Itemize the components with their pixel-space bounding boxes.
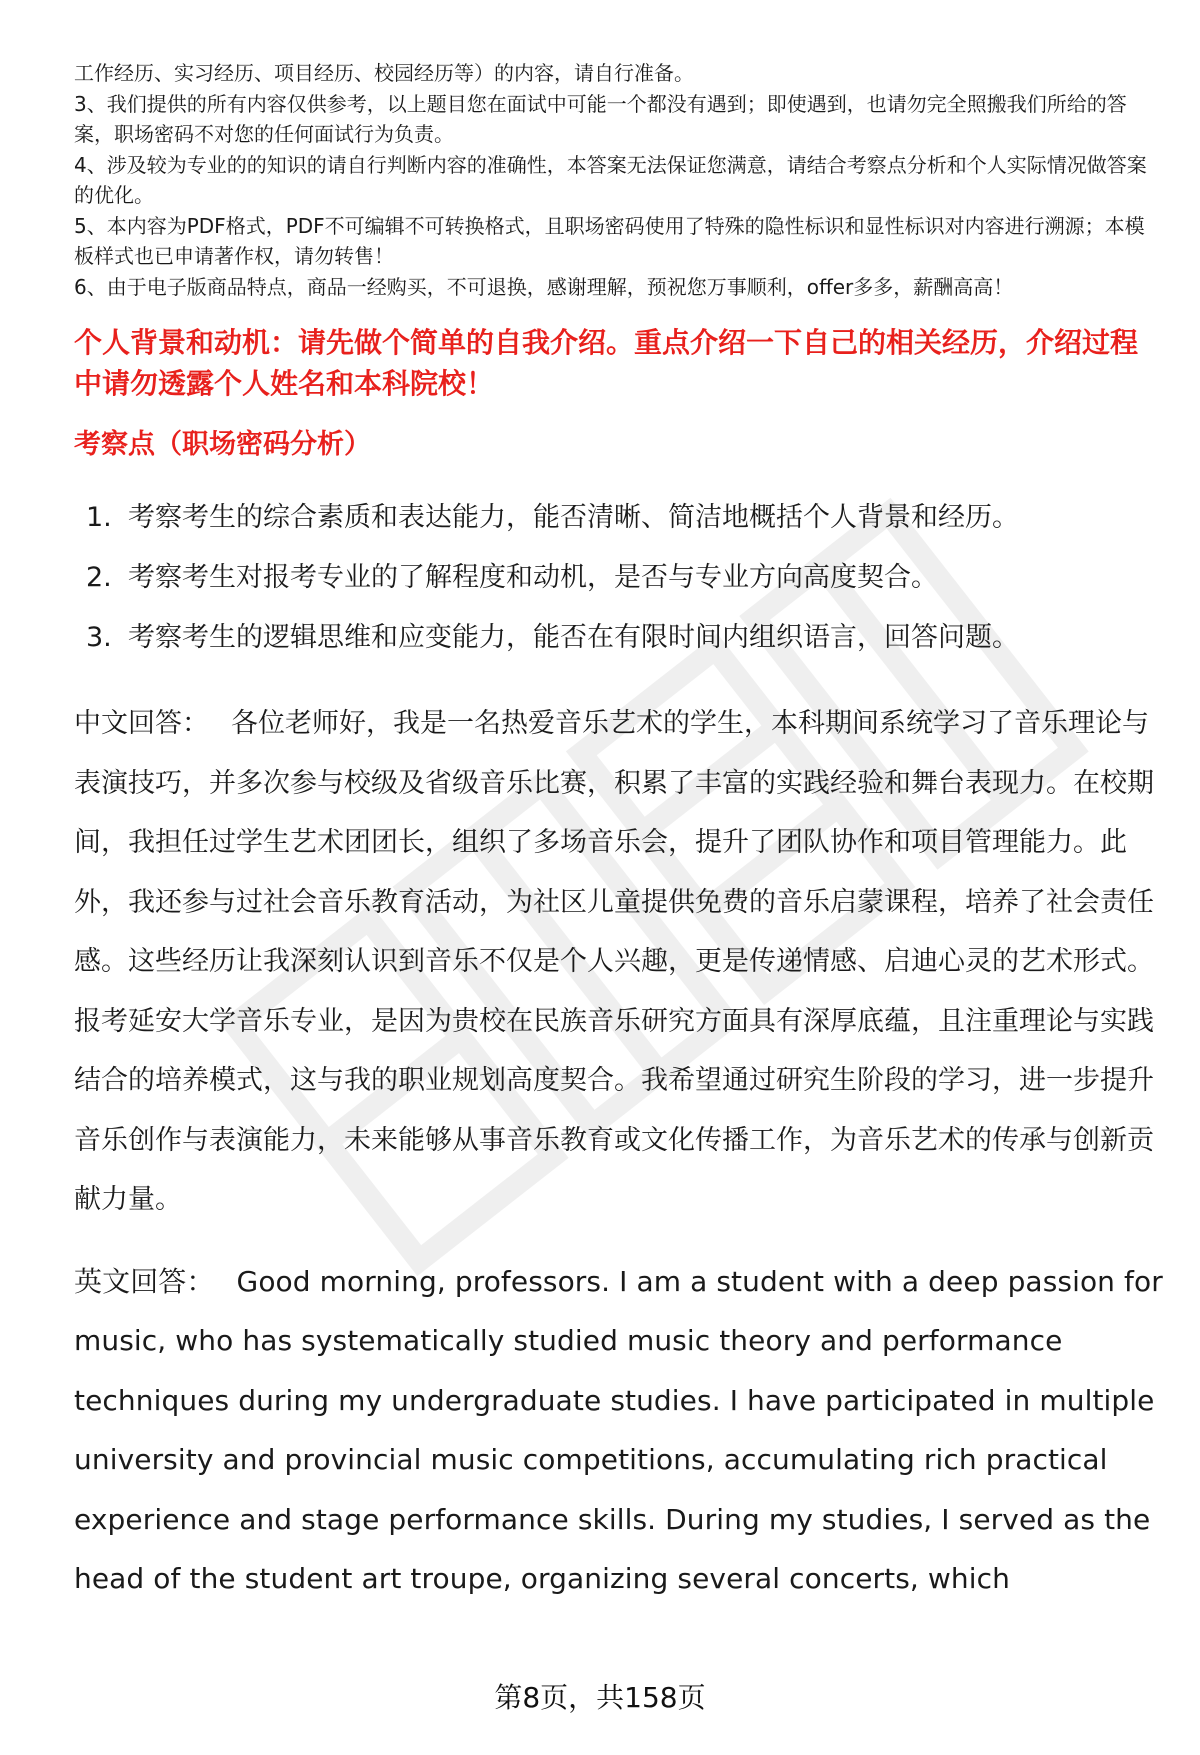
answer-label: 英文回答： xyxy=(74,1264,215,1298)
note-line: 3、我们提供的所有内容仅供参考，以上题目您在面试中可能一个都没有遇到；即使遇到，也请勿完全照搬我们所给的答案，职场密码不对您的任何面试行为负责。 xyxy=(74,91,1127,146)
page-number: 第8页，共158页 xyxy=(494,1681,706,1714)
notes-section xyxy=(74,58,1164,302)
analysis-points xyxy=(74,488,1164,668)
list-item xyxy=(74,608,1164,668)
list-item xyxy=(74,548,1164,608)
note-line: 工作经历、实习经历、项目经历、校园经历等）的内容，请自行准备。 xyxy=(74,61,694,85)
answer-text: 各位老师好，我是一名热爱音乐艺术的学生，本科期间系统学习了音乐理论与表演技巧，并多次参与校级及省级音乐比赛，积累了丰富的实践经验和舞台表现力。在校期间，我担任过学生艺术团团长，组织了多场音乐会，提升了团队协作和项目管理能力。此外，我还参与过社会音乐教育活动，为社区儿童提供免费的音乐启蒙课程，培养了社会责任感。这些经历让我深刻认识到音乐不仅是个人兴趣，更是传递情感、启迪心灵的艺术形式。报考延安大学音乐专业，是因为贵校在民族音乐研究方面具有深厚底蕴，且注重理论与实践结合的培养模式，这与我的职业规划高度契合。我希望通过研究生阶段的学习，进一步提升音乐创作与表演能力，未来能够从事音乐教育或文化传播工作，为音乐艺术的传承与创新贡献力量。 xyxy=(74,708,1154,1215)
list-number: 1. xyxy=(86,502,112,533)
question-heading: 个人背景和动机：请先做个简单的自我介绍。重点介绍一下自己的相关经历，介绍过程中请勿透露个人姓名和本科院校！ xyxy=(74,326,1139,400)
list-number: 3. xyxy=(86,622,112,653)
answer-english xyxy=(74,1252,1164,1609)
note-line: 6、由于电子版商品特点，商品一经购买，不可退换，感谢理解，预祝您万事顺利，offer多多，薪酬高高！ xyxy=(74,274,1014,299)
note-line: 5、本内容为PDF格式，PDF不可编辑不可转换格式，且职场密码使用了特殊的隐性标识和显性标识对内容进行溯源；本模板样式也已申请著作权，请勿转售！ xyxy=(74,213,1145,268)
note-line: 4、涉及较为专业的的知识的请自行判断内容的准确性，本答案无法保证您满意，请结合考察点分析和个人实际情况做答案的优化。 xyxy=(74,152,1147,207)
list-text: 考察考生对报考专业的了解程度和动机，是否与专业方向高度契合。 xyxy=(128,562,938,593)
list-item xyxy=(74,488,1164,548)
answer-chinese xyxy=(74,694,1164,1230)
list-text: 考察考生的逻辑思维和应变能力，能否在有限时间内组织语言，回答问题。 xyxy=(128,622,1019,653)
list-text: 考察考生的综合素质和表达能力，能否清晰、简洁地概括个人背景和经历。 xyxy=(128,502,1019,533)
answer-label: 中文回答： xyxy=(74,708,209,739)
page-content xyxy=(74,58,1164,1609)
answer-text: Good morning, professors. I am a student with a deep passion for music, who has systematically studied music theory and performance techniques during my undergraduate studies. I have participated in multiple university and provincial music competitions, accumulating rich practical experience and stage performance skills. During my studies, I served as the head of the student art troupe, organizing several concerts, which xyxy=(74,1264,1163,1595)
list-number: 2. xyxy=(86,562,112,593)
analysis-title: 考察点（职场密码分析） xyxy=(74,429,371,460)
